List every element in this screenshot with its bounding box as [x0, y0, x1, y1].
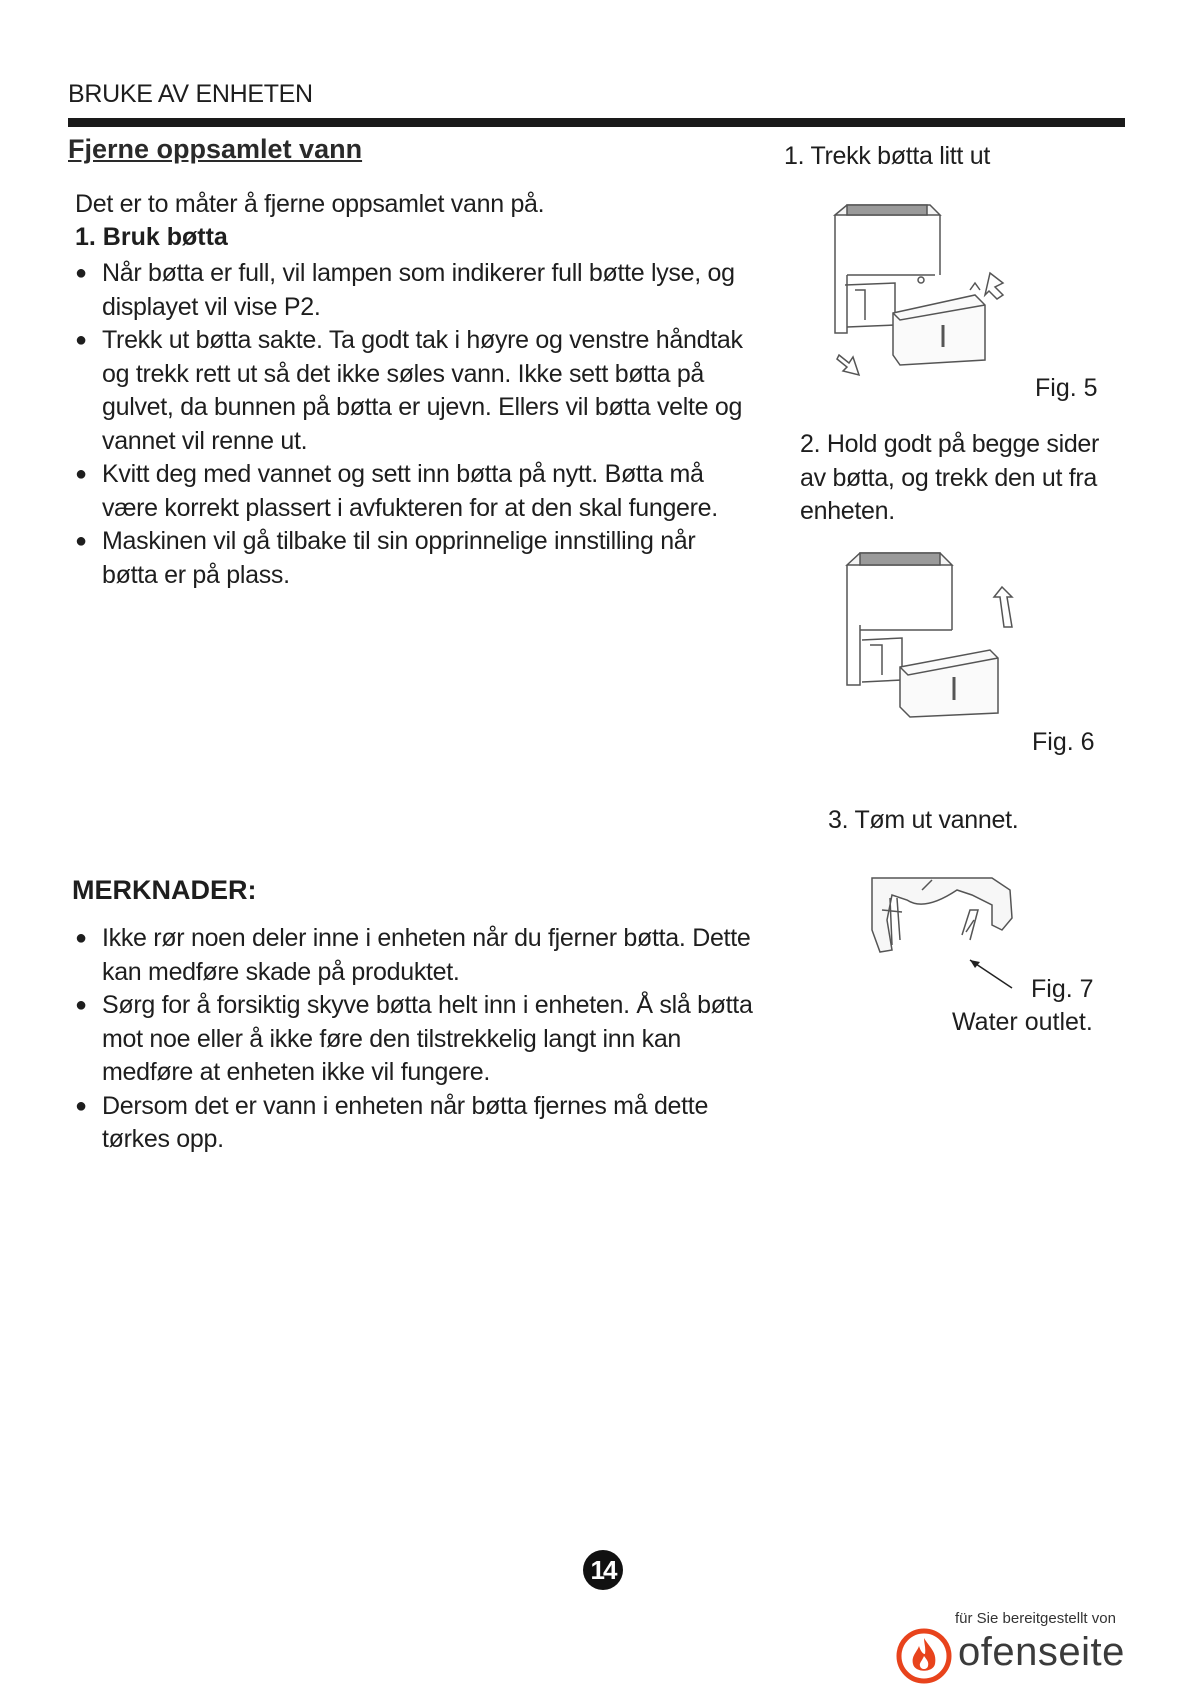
bullet-icon: ● — [75, 927, 87, 949]
bullet-icon: ● — [75, 329, 87, 351]
notes-title: MERKNADER: — [72, 875, 257, 905]
page-number: 14 — [583, 1550, 623, 1590]
fig6-label: Fig. 6 — [1032, 728, 1095, 756]
bullet-icon: ● — [75, 530, 87, 552]
list-item: ● Sørg for å forsiktig skyve bøtta helt inn i enheten. Å slå bøtta mot noe eller å ikke føre den tilstrekkelig langt inn kan medføre at enheten ikke vil fungere. — [75, 991, 753, 1086]
intro-paragraph: Det er to måter å fjerne oppsamlet vann på. — [75, 190, 545, 218]
step1-heading: 1. Bruk bøtta — [75, 223, 228, 251]
bullet-icon: ● — [75, 1094, 87, 1117]
instruction-list — [75, 257, 755, 592]
running-header: BRUKE AV ENHETEN — [68, 80, 313, 108]
flame-logo-icon — [895, 1626, 953, 1682]
water-outlet-label: Water outlet. — [952, 1008, 1093, 1036]
bullet-icon: ● — [75, 262, 87, 284]
footer-credit: für Sie bereitgestellt von — [955, 1610, 1116, 1627]
section-title: Fjerne oppsamlet vann — [68, 134, 363, 164]
list-item: ● Dersom det er vann i enheten når bøtta fjernes må dette tørkes opp. — [75, 1091, 709, 1153]
dehumidifier-fig6-illustration — [842, 545, 1042, 725]
list-item: ● Kvitt deg med vannet og sett inn bøtta på nytt. Bøtta må være korrekt plassert i avfukteren for at den skal fungere. — [75, 460, 718, 522]
fig7-label: Fig. 7 — [1031, 975, 1094, 1003]
water-bucket-fig7-illustration — [862, 870, 1032, 980]
header-rule — [68, 118, 1125, 127]
step1-caption: 1. Trekk bøtta litt ut — [784, 142, 990, 170]
list-item: ● Når bøtta er full, vil lampen som indikerer full bøtte lyse, og displayet vil vise P2. — [75, 259, 735, 321]
bullet-icon: ● — [75, 994, 87, 1016]
list-item: ● Maskinen vil gå tilbake til sin opprinnelige innstilling når bøtta er på plass. — [75, 527, 696, 589]
dehumidifier-fig5-illustration — [825, 195, 1025, 395]
step2-caption: 2. Hold godt på begge sider av bøtta, og trekk den ut fra enheten. — [800, 430, 1100, 525]
list-item: ● Ikke rør noen deler inne i enheten når du fjerner bøtta. Dette kan medføre skade på produktet. — [75, 924, 751, 986]
brand-name: ofenseite — [958, 1630, 1125, 1674]
bullet-icon: ● — [75, 463, 87, 485]
fig5-label: Fig. 5 — [1035, 374, 1098, 402]
notes-list — [75, 922, 755, 1157]
list-item: ● Trekk ut bøtta sakte. Ta godt tak i høyre og venstre håndtak og trekk rett ut så det ikke søles vann. Ikke sett bøtta på gulvet, da bunnen på bøtta er ujevn. Ellers vil bøtta velte og vannet vil renne ut. — [75, 326, 743, 455]
step3-caption: 3. Tøm ut vannet. — [828, 806, 1019, 834]
